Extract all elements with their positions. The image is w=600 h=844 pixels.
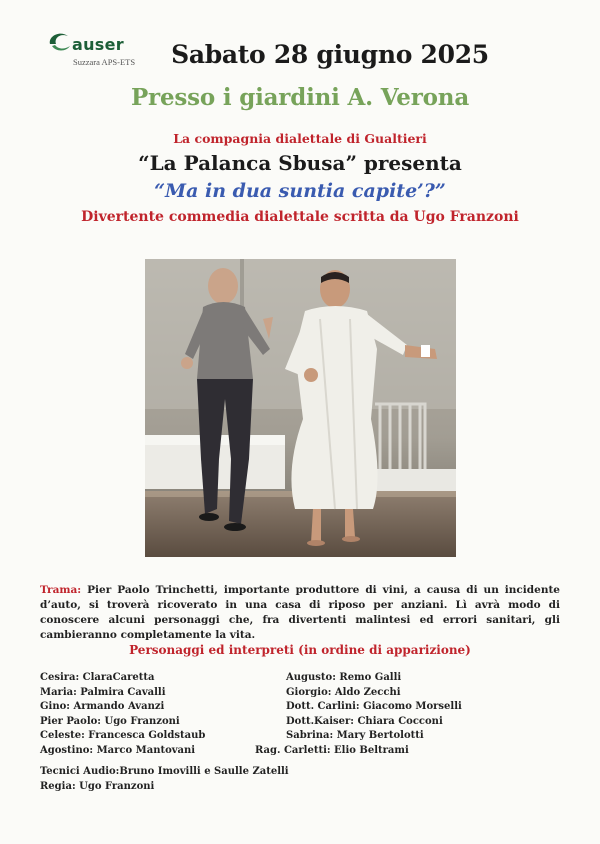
cast-entry: Dott. Carlini: Giacomo Morselli bbox=[286, 701, 462, 713]
cast-list-left bbox=[40, 671, 260, 759]
plot-summary bbox=[40, 583, 560, 643]
event-venue: Presso i giardini A. Verona bbox=[130, 84, 470, 111]
cast-entry: Maria: Palmira Cavalli bbox=[40, 686, 166, 698]
show-subtitle: Divertente commedia dialettale scritta da Ugo Franzoni bbox=[81, 209, 519, 225]
plot-label: Trama: bbox=[40, 584, 82, 596]
event-date: Sabato 28 giugno 2025 bbox=[171, 40, 489, 69]
cast-entry: Cesira: ClaraCaretta bbox=[40, 672, 155, 683]
crew-entry: Regia: Ugo Franzoni bbox=[40, 781, 155, 792]
cast-entry: Rag. Carletti: Elio Beltrami bbox=[255, 744, 409, 756]
crew-list bbox=[40, 764, 289, 794]
stage-photo bbox=[145, 259, 456, 557]
company-name: La compagnia dialettale di Gualtieri bbox=[173, 131, 427, 146]
cast-entry: Gino: Armando Avanzi bbox=[40, 701, 165, 713]
cast-list-right bbox=[255, 671, 475, 759]
logo-brand: auser bbox=[72, 35, 124, 54]
swirl-logo-icon bbox=[46, 30, 74, 56]
cast-entry: Agostino: Marco Mantovani bbox=[40, 744, 196, 756]
logo-subtitle: Suzzara APS-ETS bbox=[73, 57, 136, 67]
presents-line: “La Palanca Sbusa” presenta bbox=[138, 151, 462, 175]
crew-entry: Tecnici Audio:Bruno Imovilli e Saulle Zatelli bbox=[40, 766, 289, 777]
cast-entry: Sabrina: Mary Bertolotti bbox=[286, 730, 424, 742]
cast-entry: Giorgio: Aldo Zecchi bbox=[286, 686, 401, 698]
cast-entry: Celeste: Francesca Goldstaub bbox=[40, 730, 206, 742]
cast-entry: Pier Paolo: Ugo Franzoni bbox=[40, 715, 180, 727]
cast-entry: Dott.Kaiser: Chiara Cocconi bbox=[286, 715, 443, 727]
cast-heading: Personaggi ed interpreti (in ordine di apparizione) bbox=[129, 643, 471, 657]
show-title: “Ma in dua suntia capite’?” bbox=[154, 180, 446, 202]
cast-entry: Augusto: Remo Galli bbox=[286, 672, 402, 683]
plot-text: Pier Paolo Trinchetti, importante produttore di vini, a causa di un incidente d’auto, si troverà ricoverato in una casa di riposo per anziani. Lì avrà modo di conoscere alcuni personaggi che, fra divertenti malintesi ed errori sanitari, gli cambieranno completamente la vita. bbox=[40, 584, 560, 641]
